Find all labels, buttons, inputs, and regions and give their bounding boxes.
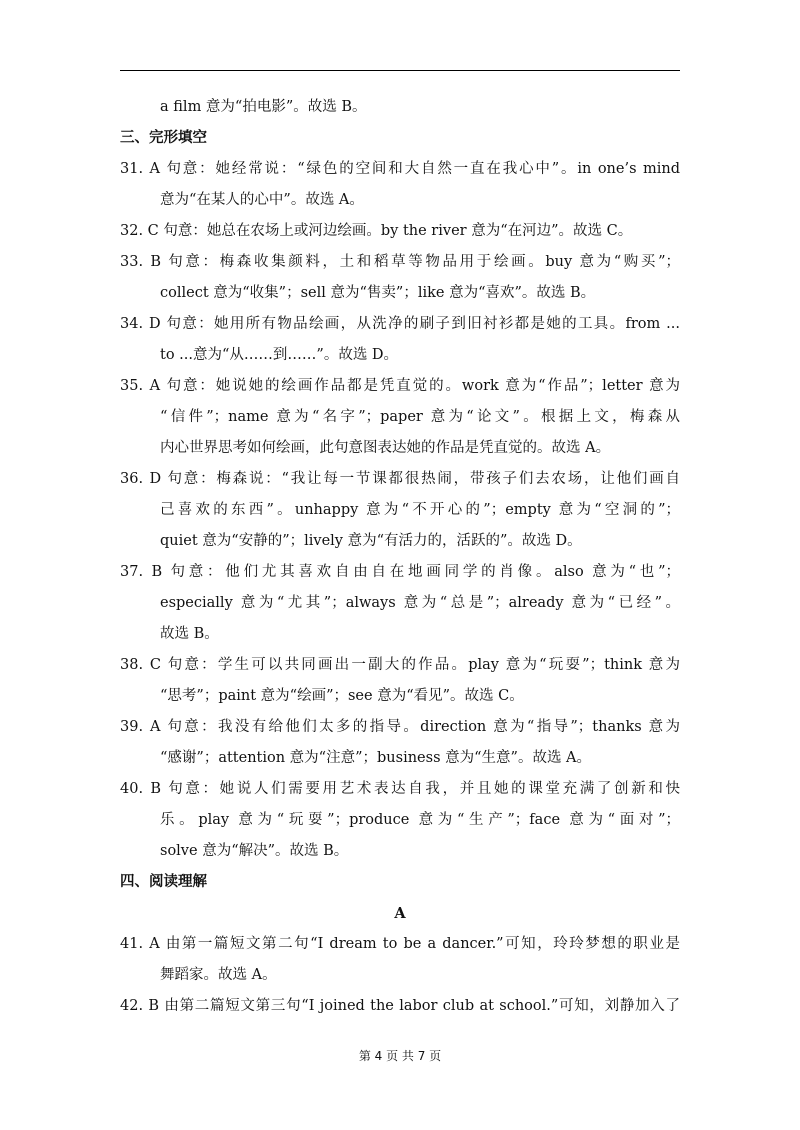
answer-35-continued: “信件”；name 意为“名字”；paper 意为“论文”。根据上文，梅森从 [160,409,680,425]
answer-34-line: 34. D 句意：她用所有物品绘画，从洗净的刷子到旧衬衫都是她的工具。from ... [120,316,680,332]
answer-39-continued: “感谢”；attention 意为“注意”；business 意为“生意”。故选 A。 [160,750,592,766]
answer-36-continued: quiet 意为“安静的”；lively 意为“有活力的，活跃的”。故选 D。 [160,533,582,549]
section-heading-cloze: 三、完形填空 [120,130,207,146]
answer-37-continued: especially 意为“尤其”；always 意为“总是”；already 意为“已经”。 [160,595,680,611]
page-content [120,92,680,1022]
answer-33-line: 33. B 句意：梅森收集颜料，土和稻草等物品用于绘画。buy 意为“购买”； [120,254,680,270]
answer-39-line: 39. A 句意：我没有给他们太多的指导。direction 意为“指导”；thanks 意为 [120,719,680,735]
answer-38-line: 38. C 句意：学生可以共同画出一副大的作品。play 意为“玩耍”；think 意为 [120,657,680,673]
answer-41-line: 41. A 由第一篇短文第二句“I dream to be a dancer.”可知，玲玲梦想的职业是 [120,936,680,952]
answer-37-line: 37. B 句意：他们尤其喜欢自由自在地画同学的肖像。also 意为“也”； [120,564,680,580]
answer-35-continued: 内心世界思考如何绘画，此句意图表达她的作品是凭直觉的。故选 A。 [160,440,611,456]
text-line: a film 意为“拍电影”。故选 B。 [160,99,367,115]
answer-36-continued: 己喜欢的东西”。unhappy 意为“不开心的”；empty 意为“空洞的”； [160,502,680,518]
answer-40-continued: 乐。play 意为“玩耍”；produce 意为“生产”；face 意为“面对”； [160,812,680,828]
header-rule [120,70,680,71]
answer-33-continued: collect 意为“收集”；sell 意为“售卖”；like 意为“喜欢”。故选 B。 [160,285,596,301]
answer-31-continued: 意为“在某人的心中”。故选 A。 [160,192,364,208]
answer-40-line: 40. B 句意：她说人们需要用艺术表达自我，并且她的课堂充满了创新和快 [120,781,680,797]
page-footer: 第 4 页 共 7 页 [358,1049,442,1063]
answer-31-line: 31. A 句意：她经常说：“绿色的空间和大自然一直在我心中”。in one’s mind [120,161,680,177]
answer-42-line: 42. B 由第二篇短文第三句“I joined the labor club at school.”可知，刘静加入了 [120,998,680,1014]
answer-34-continued: to ...意为“从……到……”。故选 D。 [160,347,399,363]
answer-41-continued: 舞蹈家。故选 A。 [160,967,277,983]
passage-label: A [394,905,406,922]
answer-36-line: 36. D 句意：梅森说：“我让每一节课都很热闹，带孩子们去农场，让他们画自 [120,471,680,487]
answer-38-continued: “思考”；paint 意为“绘画”；see 意为“看见”。故选 C。 [160,688,524,704]
answer-32-line: 32. C 句意：她总在农场上或河边绘画。by the river 意为“在河边”。故选 C。 [120,223,633,239]
section-heading-reading: 四、阅读理解 [120,874,207,890]
answer-40-continued: solve 意为“解决”。故选 B。 [160,843,349,859]
answer-37-continued: 故选 B。 [160,626,219,642]
answer-35-line: 35. A 句意：她说她的绘画作品都是凭直觉的。work 意为“作品”；letter 意为 [120,378,680,394]
